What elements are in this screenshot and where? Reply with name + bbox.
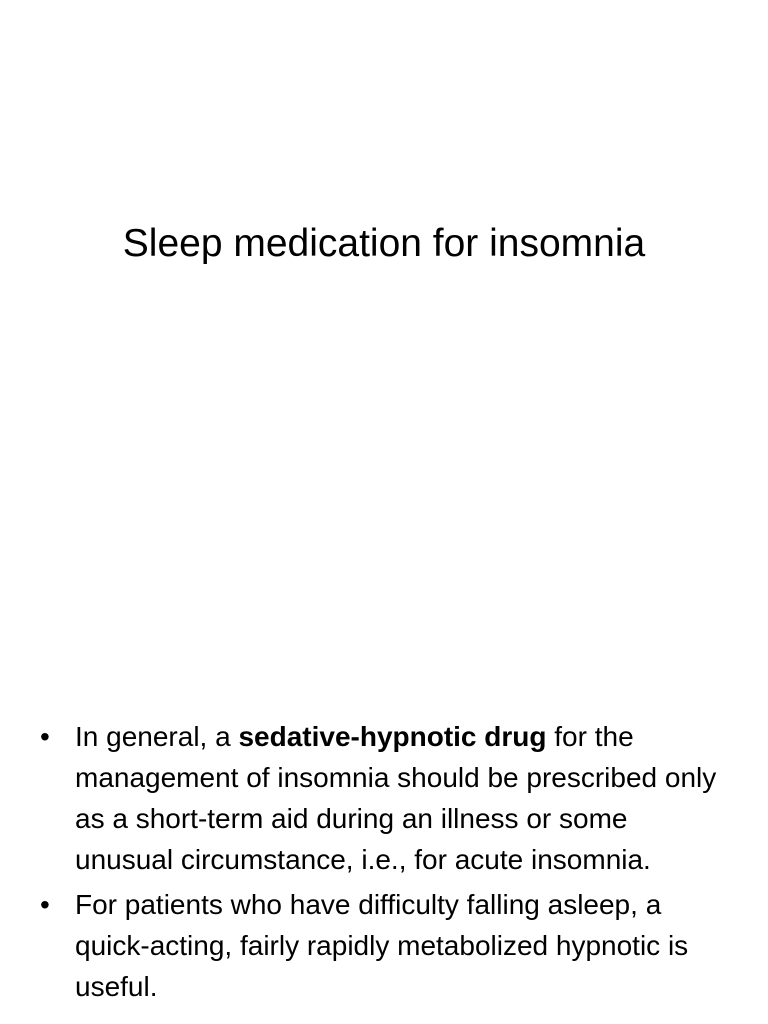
bullet-text — [75, 721, 716, 875]
bullet-icon: • — [40, 889, 50, 920]
bullet-item — [40, 716, 720, 880]
bullet-list — [40, 716, 720, 1011]
bullet-icon: • — [40, 721, 50, 752]
bullet-item — [40, 884, 720, 1007]
slide-title: Sleep medication for insomnia — [122, 222, 646, 265]
bullet-text — [75, 889, 688, 1002]
bullet-text-post: for the management of insomnia should be prescribed only as a short-term aid during an illness or some unusual circumstance, i.e., for acute insomnia. — [75, 721, 717, 875]
bullet-text-pre: In general, a — [75, 721, 239, 752]
bullet-text-pre: For patients who have difficulty falling asleep, a quick-acting, fairly rapidly metabolized hypnotic is useful. — [75, 889, 689, 1002]
bullet-text-bold: sedative-hypnotic drug — [238, 721, 547, 752]
